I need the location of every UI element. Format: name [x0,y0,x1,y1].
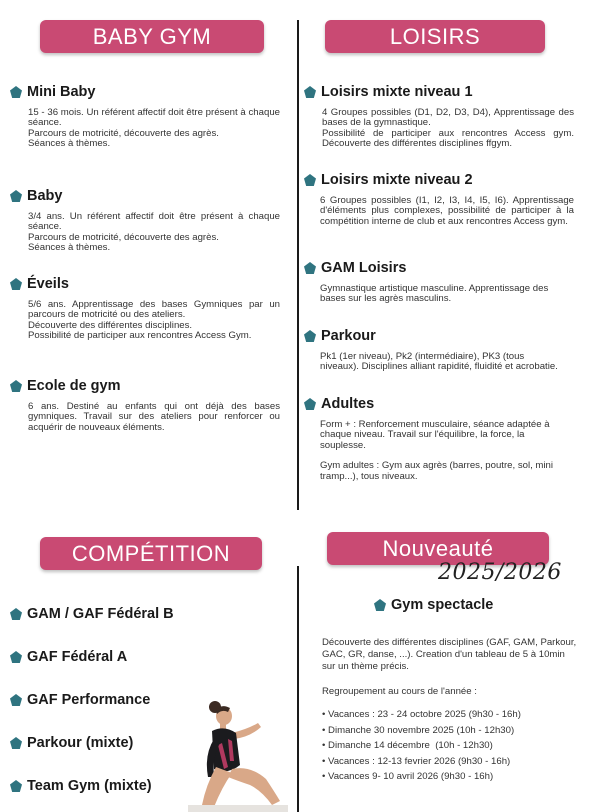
date-item: • Vacances 9- 10 avril 2026 (9h30 - 16h) [322,771,494,783]
description-line: Découverte des différentes disciplines. [28,319,193,331]
description-line: 3/4 ans. Un référent affectif doit être présent à chaque séance. [28,211,280,233]
pentagon-bullet-icon [304,330,316,342]
description-line: Séances à thèmes. [28,242,111,254]
competition-item-label: GAM / GAF Fédéral B [27,606,174,622]
gym-spectacle-description: Découverte des différentes disciplines (GAF, GAM, Parkour, GAC, GR, danse, ...). Creation d'un tableau de 5 à 10min sur un thème précis. [322,637,577,673]
section-heading [304,84,574,100]
competition-item [10,778,152,794]
pentagon-bullet-icon [10,651,22,663]
description-line: Parcours de motricité, découverte des agrès. [28,127,219,139]
regroupement-label: Regroupement au cours de l'année : [322,686,477,697]
section-heading [10,84,280,100]
baby-gym-title: BABY GYM [40,20,264,53]
section-gam-loisirs [304,260,574,305]
section-description [304,108,574,150]
section-description [10,300,280,342]
competition-item [10,735,133,751]
description-line: 5/6 ans. Apprentissage des bases Gymniques par un parcours de motricité ou des ateliers. [28,299,280,321]
competition-item-label: Team Gym (mixte) [27,778,152,794]
competition-item [10,649,127,665]
description-line: Gym adultes : Gym aux agrès (barres, poutre, sol, mini tramp...), tous niveaux. [320,460,553,482]
description-line: Séances à thèmes. [28,138,111,150]
description-line: 6 Groupes possibles (I1, I2, I3, I4, I5, I6). Apprentissage d'éléments plus complexes, possibilité de participer à la compétition interne de club et aux rencontres Access gym. [320,195,574,227]
section-title: Ecole de gym [27,378,121,394]
competition-item [10,606,174,622]
pentagon-bullet-icon [304,86,316,98]
pentagon-bullet-icon [10,694,22,706]
competition-item-label: GAF Fédéral A [27,649,128,665]
section-title: Mini Baby [27,84,96,100]
section-description [304,196,574,227]
date-item: • Dimanche 14 décembre (10h - 12h30) [322,740,493,752]
section-description [10,212,280,254]
section-heading [10,378,280,394]
pentagon-bullet-icon [10,608,22,620]
competition-item-label: GAF Performance [27,692,151,708]
section-title: Éveils [27,276,69,292]
loisirs-title: LOISIRS [325,20,545,53]
date-item: • Vacances : 12-13 fevrier 2026 (9h30 - 16h) [322,755,511,767]
section-description [10,402,280,433]
gym-spectacle-title: Gym spectacle [391,597,494,613]
competition-title: COMPÉTITION [40,537,262,570]
dates-list [322,709,582,784]
description-line: 4 Groupes possibles (D1, D2, D3, D4), Apprentissage des bases de la gymnastique. [322,107,574,129]
pentagon-bullet-icon [304,398,316,410]
section-title: Parkour [321,328,376,344]
description-line: Possibilité de participer aux rencontres Access Gym. [28,330,252,342]
pentagon-bullet-icon [374,599,386,611]
section-title: Loisirs mixte niveau 1 [321,84,473,100]
description-line: Possibilité de participer aux rencontres Access gym. Découverte des différentes disciplines ffgym. [322,127,574,150]
section-title: Baby [27,188,63,204]
section-description [304,284,574,305]
pentagon-bullet-icon [304,174,316,186]
nouveaute-title: Nouveauté [327,532,549,565]
top-divider [297,20,299,510]
pentagon-bullet-icon [10,780,22,792]
section-title: Loisirs mixte niveau 2 [321,172,473,188]
description-line: Form + : Renforcement musculaire, séance adaptée à chaque niveau. Travail sur l'équilibre, la force, la souplesse. [320,419,550,451]
section-adultes [304,396,574,482]
section-title: Adultes [321,396,375,412]
section-title: GAM Loisirs [321,260,407,276]
nouveaute-year: 2025/2026 [438,560,562,585]
date-item: • Vacances : 23 - 24 octobre 2025 (9h30 - 16h) [322,709,521,720]
description-line: Gymnastique artistique masculine. Apprentissage des bases sur les agrès masculins. [320,283,549,305]
section-loisirs-niveau-1 [304,84,574,150]
competition-item [10,692,150,708]
pentagon-bullet-icon [10,278,22,290]
section-baby [10,188,280,254]
pentagon-bullet-icon [10,380,22,392]
description-line: 6 ans. Destiné au enfants qui ont déjà des bases gymniques. Travail sur des ateliers pour renforcer ou acquérir de nouveaux éléments. [28,401,280,433]
pentagon-bullet-icon [304,262,316,274]
section-eveils [10,276,280,342]
section-heading [10,276,280,292]
section-description [304,352,564,373]
section-parkour [304,328,574,373]
section-heading [304,396,574,412]
gymnast-illustration [188,695,288,812]
section-ecole-de-gym [10,378,280,433]
section-description [304,420,566,482]
description-line: 15 - 36 mois. Un référent affectif doit être présent à chaque séance. [28,107,280,129]
pentagon-bullet-icon [10,190,22,202]
date-item: • Dimanche 30 novembre 2025 (10h - 12h30) [322,724,515,736]
section-loisirs-niveau-2 [304,172,574,227]
section-mini-baby [10,84,280,150]
description-line: Parcours de motricité, découverte des agrès. [28,231,219,243]
gym-spectacle-heading [374,597,493,613]
competition-item-label: Parkour (mixte) [27,735,134,751]
section-description [10,108,280,150]
section-heading [10,188,280,204]
description-line: Pk1 (1er niveau), Pk2 (intermédiaire), PK3 (tous niveaux). Disciplines alliant rapidité, fluidité et acrobatie. [320,351,558,373]
pentagon-bullet-icon [10,737,22,749]
section-heading [304,260,574,276]
section-heading [304,328,574,344]
bottom-divider [297,566,299,812]
pentagon-bullet-icon [10,86,22,98]
section-heading [304,172,574,188]
